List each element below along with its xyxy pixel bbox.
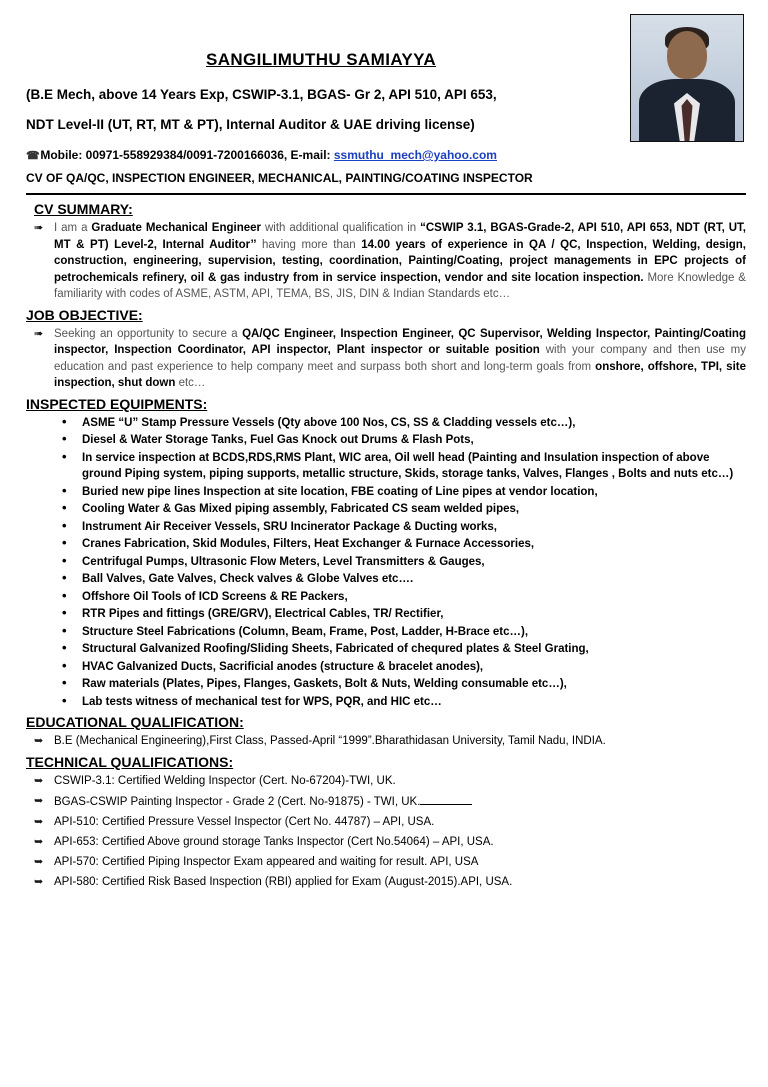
technical-list (26, 773, 746, 891)
list-item-label: Cooling Water & Gas Mixed piping assembly, Fabricated CS seam welded pipes, (82, 503, 520, 515)
photo-face (667, 31, 707, 79)
list-item-label: Lab tests witness of mechanical test for WPS, PQR, and HIC etc… (82, 695, 442, 708)
list-item-label: BGAS-CSWIP Painting Inspector - Grade 2 (Cert. No-91875) - TWI, UK. (54, 796, 421, 808)
bullet-dot-icon: • (62, 482, 67, 498)
cv-subject-line: CV OF QA/QC, INSPECTION ENGINEER, MECHANICAL, PAINTING/COATING INSPECTOR (26, 171, 533, 185)
list-item (26, 519, 746, 536)
bullet-dot-icon: • (62, 413, 67, 429)
list-item-label: API-570: Certified Piping Inspector Exam appeared and waiting for result. API, USA (54, 856, 479, 868)
bullet-dot-icon: • (62, 500, 67, 515)
list-item-label: HVAC Galvanized Ducts, Sacrificial anodes (structure & bracelet anodes), (82, 660, 484, 673)
list-item-label: Structure Steel Fabrications (Column, Beam, Frame, Post, Ladder, H-Brace etc…), (82, 625, 529, 638)
list-item (26, 484, 746, 501)
bullet-dot-icon: • (62, 570, 67, 585)
list-item (26, 814, 746, 831)
list-item-label: API-580: Certified Risk Based Inspection (RBI) applied for Exam (August-2015).API, USA. (54, 876, 513, 888)
list-item-label: RTR Pipes and fittings (GRE/GRV), Electrical Cables, TR/ Rectifier, (82, 608, 444, 620)
educational-list (26, 733, 746, 750)
arrow-bullet-icon: ➥ (34, 795, 44, 807)
list-item (26, 536, 746, 553)
arrow-bullet-icon: ➠ (34, 222, 44, 234)
list-item (26, 624, 746, 641)
list-item (26, 641, 746, 658)
list-item-label: Raw materials (Plates, Pipes, Flanges, Gaskets, Bolt & Nuts, Welding consumable etc…), (82, 678, 567, 690)
arrow-bullet-icon: ➥ (34, 836, 44, 848)
contact-text: Mobile: 00971-558929384/0091-7200166036, E-mail: (40, 148, 334, 162)
credentials-line-1: (B.E Mech, above 14 Years Exp, CSWIP-3.1, BGAS- Gr 2, API 510, API 653, (26, 87, 497, 102)
list-item (26, 676, 746, 693)
list-item (26, 501, 746, 518)
list-item (26, 432, 746, 449)
bullet-dot-icon: • (62, 517, 67, 533)
arrow-bullet-icon: ➥ (34, 735, 44, 747)
list-item-label: Cranes Fabrication, Skid Modules, Filters, Heat Exchanger & Furnace Accessories, (82, 538, 535, 550)
list-item (26, 793, 746, 811)
bullet-dot-icon: • (62, 657, 67, 673)
section-title-educational-qualification: EDUCATIONAL QUALIFICATION: (26, 714, 244, 730)
list-item-label: B.E (Mechanical Engineering),First Class, Passed-April “1999”.Bharathidasan University, Tamil Nadu, INDIA. (54, 735, 606, 747)
bullet-dot-icon: • (62, 692, 67, 708)
list-item (26, 415, 746, 432)
list-item-label: CSWIP-3.1: Certified Welding Inspector (Cert. No-67204)-TWI, UK. (54, 775, 396, 787)
inspected-equipments-list (26, 415, 746, 711)
bullet-dot-icon: • (62, 622, 67, 638)
list-item (26, 694, 746, 711)
list-item-label: Ball Valves, Gate Valves, Check valves & Globe Valves etc…. (82, 573, 414, 585)
list-item-label: Buried new pipe lines Inspection at site location, FBE coating of Line pipes at vendor location, (82, 485, 598, 498)
section-title-inspected-equipments: INSPECTED EQUIPMENTS: (26, 395, 208, 412)
list-item (26, 450, 746, 483)
candidate-photo (630, 14, 744, 142)
credentials-line-2: NDT Level-II (UT, RT, MT & PT), Internal Auditor & UAE driving license) (26, 117, 475, 132)
list-item (26, 571, 746, 588)
list-item (26, 659, 746, 676)
list-item-label: ASME “U” Stamp Pressure Vessels (Qty above 100 Nos, CS, SS & Cladding vessels etc…), (82, 416, 576, 429)
blank-underline (420, 793, 472, 805)
bullet-dot-icon: • (62, 587, 67, 603)
list-item (26, 606, 746, 623)
job-objective-text: ➠ Seeking an opportunity to secure a QA/QC Engineer, Inspection Engineer, QC Supervisor, Welding Inspector, Painting/Coating inspector, Inspection Coordinator, API inspector, Plant inspector or suitable position with your company and then use my education and past experience to help company meet and surpass both short and long-term goals from onshore, offshore, TPI, site inspection, shut down etc… (34, 327, 746, 389)
arrow-bullet-icon: ➠ (34, 327, 44, 340)
list-item-label: API-653: Certified Above ground storage Tanks Inspector (Cert No.54064) – API, USA. (54, 836, 494, 848)
arrow-bullet-icon: ➥ (34, 876, 44, 888)
list-item-label: Instrument Air Receiver Vessels, SRU Incinerator Package & Ducting works, (82, 520, 498, 533)
list-item-label: Structural Galvanized Roofing/Sliding Sheets, Fabricated of chequred plates & Steel Grating, (82, 643, 589, 655)
contact-line (26, 148, 746, 162)
arrow-bullet-icon: ➥ (34, 775, 44, 787)
bullet-dot-icon: • (62, 640, 67, 655)
list-item-label: Diesel & Water Storage Tanks, Fuel Gas Knock out Drums & Flash Pots, (82, 434, 474, 446)
section-title-technical-qualifications: TECHNICAL QUALIFICATIONS: (26, 754, 234, 770)
divider (26, 193, 746, 195)
list-item (26, 854, 746, 871)
list-item (26, 874, 746, 891)
list-item (26, 733, 746, 750)
phone-icon: ☎ (26, 150, 40, 162)
bullet-dot-icon: • (62, 431, 67, 446)
section-title-cv-summary: CV SUMMARY: (34, 201, 133, 217)
list-item-label: In service inspection at BCDS,RDS,RMS Plant, WIC area, Oil well head (Painting and Insulation inspection of above ground Piping system, piping supports, metallic structure, Skids, storage tanks, Valves, Flanges , Bolts and nuts etc…) (82, 451, 734, 480)
list-item (26, 554, 746, 571)
bullet-dot-icon: • (62, 552, 67, 568)
list-item-label: Centrifugal Pumps, Ultrasonic Flow Meters, Level Transmitters & Gauges, (82, 555, 485, 568)
list-item (26, 589, 746, 606)
list-item (26, 834, 746, 851)
arrow-bullet-icon: ➥ (34, 816, 44, 828)
bullet-dot-icon: • (62, 535, 67, 550)
list-item-label: Offshore Oil Tools of ICD Screens & RE Packers, (82, 590, 348, 603)
arrow-bullet-icon: ➥ (34, 856, 44, 868)
email-link[interactable]: ssmuthu_mech@yahoo.com (333, 148, 497, 162)
page-title: SANGILIMUTHU SAMIAYYA (205, 50, 437, 69)
list-item-label: API-510: Certified Pressure Vessel Inspector (Cert No. 44787) – API, USA. (54, 816, 435, 828)
bullet-dot-icon: • (62, 675, 67, 690)
bullet-dot-icon: • (62, 448, 67, 464)
list-item (26, 773, 746, 790)
cv-summary-text: ➠ I am a Graduate Mechanical Engineer with additional qualification in “CSWIP 3.1, BGAS-Grade-2, API 510, API 653, NDT (RT, UT, MT & PT) Level-2, Internal Auditor’’ having more than 14.00 years of experience in QA / QC, Inspection, Welding, design, construction, engineering, supervision, testing, coordination, Painting/Coating, project managements in EPC projects of petrochemicals refinery, oil & gas industry from in service inspection, vendor and site location inspection. More Knowledge & familiarity with codes of ASME, ASTM, API, TEMA, BS, JIS, DIN & Indian Standards etc… (34, 222, 746, 300)
section-title-job-objective: JOB OBJECTIVE: (26, 306, 143, 323)
bullet-dot-icon: • (62, 605, 67, 620)
